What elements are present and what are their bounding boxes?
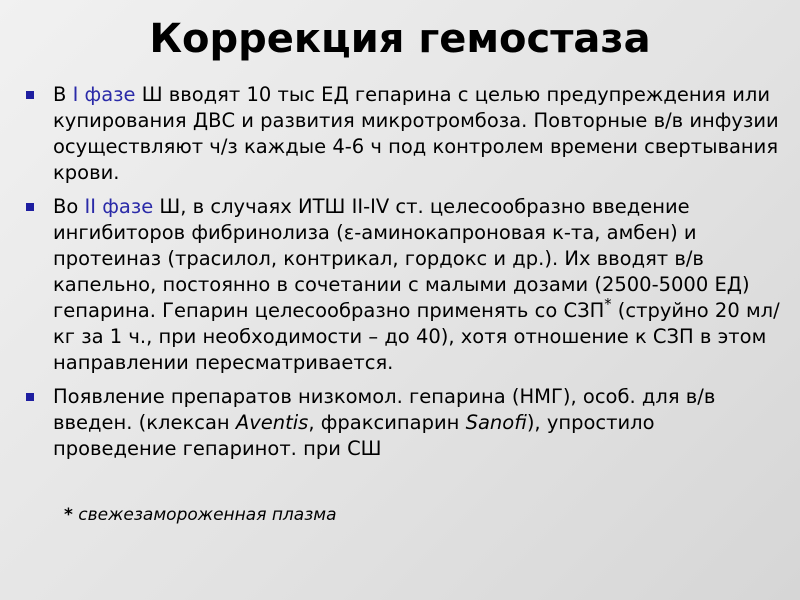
footnote-text: свежезамороженная плазма xyxy=(72,505,337,525)
square-bullet-icon xyxy=(26,393,34,401)
bullet-item-phase-1 xyxy=(24,82,780,186)
slide-title: Коррекция гемостаза xyxy=(149,16,651,62)
bullet-text: Во xyxy=(53,195,85,218)
footnote-marker: * xyxy=(604,295,612,313)
square-bullet-icon xyxy=(26,91,34,99)
bullet-text: Появление препаратов низкомол. гепарина (НМГ), особ. для в/в введен. (клексан xyxy=(53,385,716,434)
phase-label: II фазе xyxy=(84,195,154,218)
footnote xyxy=(64,503,337,527)
bullet-text: (струйно 20 мл/кг за 1 ч., при необходимости – до 40), хотя отношение к СЗП в этом направлении пересматривается. xyxy=(53,299,780,374)
square-bullet-icon xyxy=(26,203,34,211)
bullet-text: ), упростило проведение гепаринот. при СШ xyxy=(53,411,655,460)
footnote-star: * xyxy=(64,505,73,525)
brand-name: Aventis xyxy=(235,411,309,434)
bullet-text: Ш вводят 10 тыс ЕД гепарина с целью предупреждения или купирования ДВС и развития микротромбоза. Повторные в/в инфузии осуществляют ч/з каждые 4-6 ч под контролем времени свертывания крови. xyxy=(53,83,779,184)
phase-label: I фазе xyxy=(72,83,136,106)
bullet-item-lmwh xyxy=(24,384,780,462)
bullet-text: , фраксипарин xyxy=(308,411,466,434)
brand-name: Sanofi xyxy=(465,411,527,434)
bullet-item-phase-2 xyxy=(24,194,780,376)
bullet-text: В xyxy=(53,83,73,106)
bullet-text: Ш, в случаях ИТШ II-IV ст. целесообразно введение ингибиторов фибринолиза (ε-аминокапроновая к-та, амбен) и протеиназ (трасилол, контрикал, гордокс и др.). Их вводят в/в капельно, постоянно в сочетании с малыми дозами (2500-5000 ЕД) гепарина. Гепарин целесообразно применять со СЗП xyxy=(53,195,750,322)
bullet-list xyxy=(24,82,780,470)
